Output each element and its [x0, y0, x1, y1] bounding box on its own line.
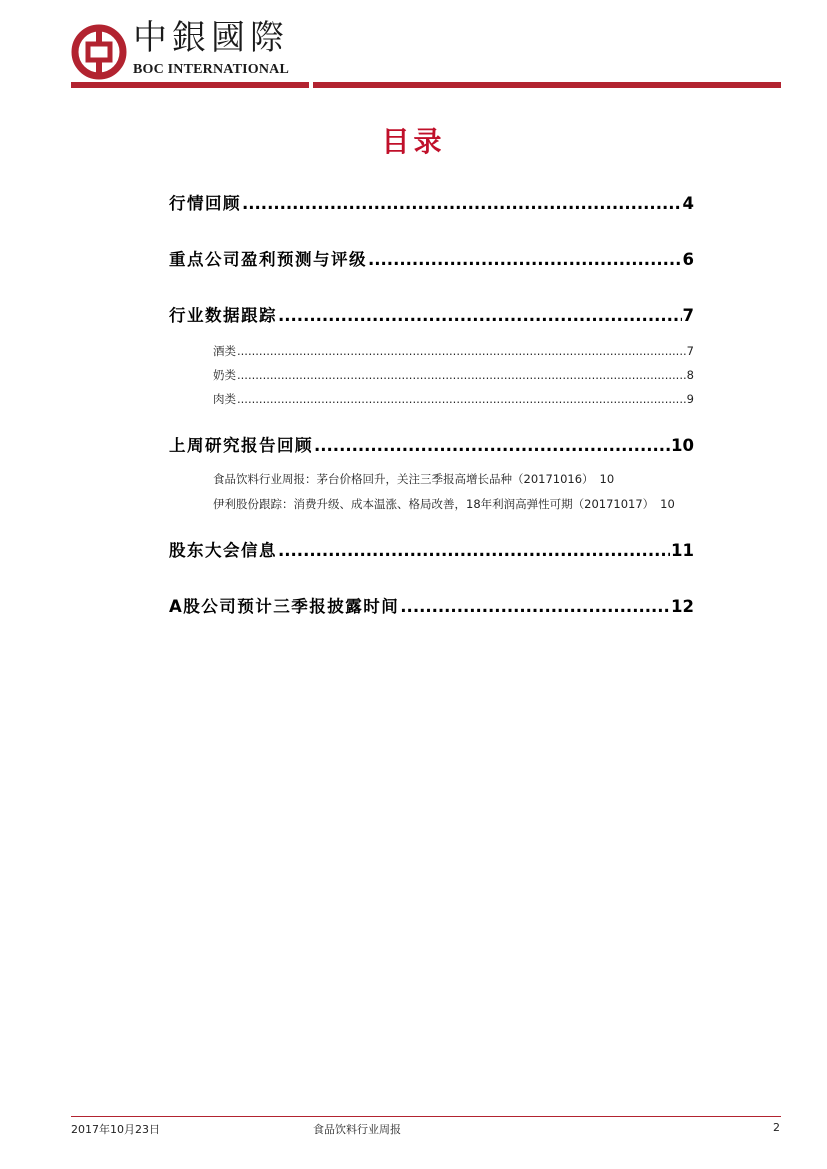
- toc-entry-page: 7: [682, 306, 694, 325]
- toc-entry-label: 酒类: [213, 344, 236, 358]
- footer-date: 2017年10月23日: [71, 1123, 160, 1136]
- toc-entry-page: 8: [686, 368, 694, 382]
- toc-entry-label: 重点公司盈利预测与评级: [169, 250, 367, 269]
- toc-title: 目录: [381, 125, 446, 158]
- toc-entry[interactable]: [169, 246, 694, 272]
- toc-entry-label: 上周研究报告回顾: [169, 436, 313, 455]
- toc-entry-page: 9: [686, 392, 694, 406]
- toc-entry-label: 肉类: [213, 392, 236, 406]
- toc-subentry[interactable]: [169, 367, 694, 385]
- toc-entry-label: A股公司预计三季报披露时间: [169, 597, 400, 616]
- toc-entry-label: 股东大会信息: [169, 541, 277, 560]
- toc-entry-page: 11: [671, 541, 694, 560]
- toc-entry[interactable]: [169, 190, 694, 216]
- toc-entry-label: 行业数据跟踪: [169, 306, 277, 325]
- brand-name-cn: 中銀國際: [133, 18, 289, 58]
- footer-rule: [71, 1116, 781, 1117]
- toc-entry-label: 食品饮料行业周报：茅台价格回升，关注三季报高增长品种（20171016）: [213, 472, 594, 486]
- footer-report-name: 食品饮料行业周报: [313, 1123, 401, 1136]
- toc-entry[interactable]: [169, 432, 694, 458]
- toc-entry[interactable]: [169, 593, 694, 619]
- footer-page-number: 2: [773, 1121, 780, 1134]
- toc-entry[interactable]: [169, 302, 694, 328]
- toc-subentry[interactable]: [169, 391, 694, 409]
- boc-logo-icon: [71, 24, 127, 80]
- toc-entry-page: 12: [671, 597, 694, 616]
- toc-entry-page: 7: [686, 344, 694, 358]
- brand-name-en: BOC INTERNATIONAL: [133, 62, 289, 77]
- toc-subentry[interactable]: [169, 496, 779, 514]
- toc-entry-label: 行情回顾: [169, 194, 241, 213]
- toc-entry-label: 奶类: [213, 368, 236, 382]
- toc-entry-page: 10: [671, 436, 694, 455]
- toc-subentry[interactable]: [169, 343, 694, 361]
- toc-entry-label: 伊利股份跟踪：消费升级、成本温涨、格局改善，18年利润高弹性可期（20171017）: [213, 497, 655, 511]
- toc-entry[interactable]: [169, 537, 694, 563]
- toc-entry-page: 10: [660, 497, 675, 511]
- toc-entry-page: 4: [682, 194, 694, 213]
- toc-subentry[interactable]: [169, 471, 694, 489]
- toc-entry-page: 6: [682, 250, 694, 269]
- toc-entry-page: 10: [599, 472, 615, 486]
- header-rule: [71, 82, 781, 88]
